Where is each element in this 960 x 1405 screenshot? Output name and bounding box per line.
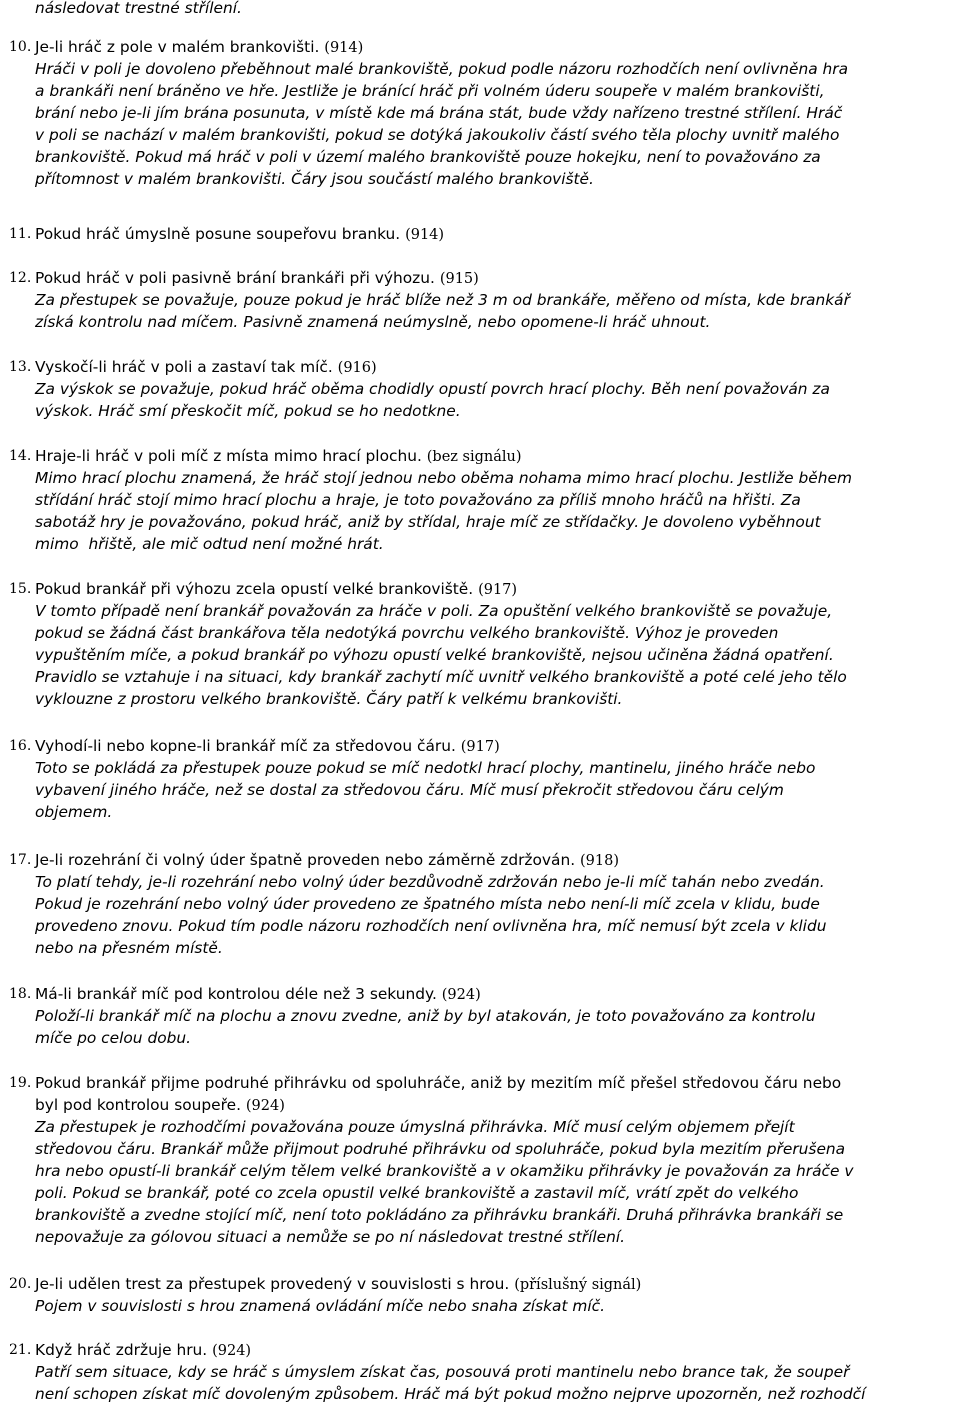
rule-title: Pokud hráč úmyslně posune soupeřovu branku. [35, 225, 401, 243]
explanation-line: míče po celou dobu. [35, 1029, 192, 1047]
explanation-line: Za výskok se považuje, pokud hráč oběma chodidly opustí povrch hrací plochy. Běh není považován za [35, 380, 830, 398]
rule-title: Je-li udělen trest za přestupek provedený v souvislosti s hrou. [35, 1275, 510, 1293]
rule-reference: (917) [478, 582, 518, 598]
rule-heading [35, 1273, 960, 1296]
rule-title: Hraje-li hráč v poli míč z místa mimo hrací plochu. [35, 447, 422, 465]
explanation-line: To platí tehdy, je-li rozehrání nebo volný úder bezdůvodně zdržován nebo je-li míč tahán nebo zvedán. [35, 873, 825, 891]
rule-heading [35, 983, 960, 1006]
rule-explanation [35, 289, 957, 333]
continued-text: následovat trestné střílení. [35, 0, 242, 17]
rule-number: 16. [9, 738, 32, 754]
explanation-line: Mimo hrací plochu znamená, že hráč stojí jednou nebo oběma nohama mimo hrací plochu. Jestliže během [35, 469, 852, 487]
rule-explanation [35, 757, 957, 823]
explanation-line: Pojem v souvislosti s hrou znamená ovládání míče nebo snaha získat míč. [35, 1297, 605, 1315]
rule-title-cont: byl pod kontrolou soupeře. [35, 1096, 241, 1114]
rule-heading [35, 267, 960, 290]
explanation-line: vyklouzne z prostoru velkého brankoviště. Čáry patří k velkému brankovišti. [35, 690, 623, 708]
explanation-line: pokud se žádná část brankářova těla nedotýká povrchu velkého brankoviště. Výhoz je proveden [35, 624, 779, 642]
rule-number: 13. [9, 359, 32, 375]
explanation-line: mimo hřiště, ale mič odtud není možné hrát. [35, 535, 384, 553]
explanation-line: Položí-li brankář míč na plochu a znovu zvedne, aniž by byl atakován, je toto považováno za kontrolu [35, 1007, 816, 1025]
explanation-line: objemem. [35, 803, 113, 821]
explanation-line: Pokud je rozehrání nebo volný úder provedeno ze špatného místa nebo není-li míč zcela v klidu, bude [35, 895, 820, 913]
explanation-line: v poli se nachází v malém brankovišti, pokud se dotýká jakoukoliv částí svého těla plochy uvnitř malého [35, 126, 840, 144]
explanation-line: nebo na přesném místě. [35, 939, 223, 957]
rule-title: Vyskočí-li hráč v poli a zastaví tak míč. [35, 358, 333, 376]
rule-number: 14. [9, 448, 32, 464]
rule-heading [35, 1072, 960, 1094]
explanation-line: střídání hráč stojí mimo hrací plochu a hraje, je toto považováno za příliš mnoho hráčů na hřišti. Za [35, 491, 801, 509]
rule-reference: (924) [245, 1098, 285, 1114]
rule-reference: (917) [460, 739, 500, 755]
rule-title: Pokud hráč v poli pasivně brání brankáři při výhozu. [35, 269, 435, 287]
explanation-line: přítomnost v malém brankovišti. Čáry jsou součástí malého brankoviště. [35, 170, 594, 188]
rule-explanation [35, 871, 957, 959]
rule-title: Pokud brankář při výhozu zcela opustí velké brankoviště. [35, 580, 474, 598]
explanation-line: provedeno znovu. Pokud tím podle názoru rozhodčích není ovlivněna hra, míč nemusí být zcela v klidu [35, 917, 827, 935]
explanation-line: sabotáž hry je považováno, pokud hráč, aniž by střídal, hraje míč ze střídačky. Je dovoleno vyběhnout [35, 513, 821, 531]
explanation-line: výskok. Hráč smí přeskočit míč, pokud se ho nedotkne. [35, 402, 461, 420]
rule-title: Když hráč zdržuje hru. [35, 1341, 208, 1359]
rule-heading [35, 356, 960, 379]
rule-explanation [35, 58, 957, 190]
explanation-line: brání nebo je-li jím brána posunuta, v místě kde má brána stát, bude vždy nařízeno trestné střílení. Hráč [35, 104, 843, 122]
rule-explanation [35, 1295, 957, 1317]
rule-title: Vyhodí-li nebo kopne-li brankář míč za středovou čáru. [35, 737, 456, 755]
rule-title: Pokud brankář přijme podruhé přihrávku od spoluhráče, aniž by mezitím míč přešel středovou čáru nebo [35, 1074, 842, 1092]
rule-heading [35, 735, 960, 758]
explanation-line: brankoviště. Pokud má hráč v poli v území malého brankoviště pouze hokejku, není to považováno za [35, 148, 821, 166]
rule-explanation [35, 467, 957, 555]
rule-heading [35, 223, 960, 246]
rule-title: Je-li rozehrání či volný úder špatně proveden nebo záměrně zdržován. [35, 851, 576, 869]
rule-explanation [35, 1361, 957, 1405]
rule-reference: (bez signálu) [426, 449, 522, 465]
rule-reference: (příslušný signál) [514, 1277, 642, 1293]
rule-number: 21. [9, 1342, 32, 1358]
rule-heading [35, 1339, 960, 1362]
rule-title: Je-li hráč z pole v malém brankovišti. [35, 38, 320, 56]
explanation-line: Toto se pokládá za přestupek pouze pokud se míč nedotkl hrací plochy, mantinelu, jiného hráče nebo [35, 759, 816, 777]
explanation-line: není schopen získat míč dovoleným způsobem. Hráč má být pokud možno nejprve upozorněn, než rozhodčí [35, 1385, 866, 1403]
rule-reference: (918) [580, 853, 620, 869]
explanation-line: získá kontrolu nad míčem. Pasivně znamená neúmyslně, nebo opomene-li hráč uhnout. [35, 313, 711, 331]
explanation-line: Patří sem situace, kdy se hráč s úmyslem získat čas, posouvá proti mantinelu nebo brance tak, že soupeř [35, 1363, 850, 1381]
rule-reference: (914) [405, 227, 445, 243]
rule-number: 20. [9, 1276, 32, 1292]
explanation-line: Pravidlo se vztahuje i na situaci, kdy brankář zachytí míč uvnitř velkého brankoviště a poté celé jeho tělo [35, 668, 847, 686]
rule-number: 18. [9, 986, 32, 1002]
rule-explanation [35, 600, 957, 710]
rule-heading-cont [35, 1094, 960, 1117]
rule-number: 11. [9, 226, 32, 242]
explanation-line: vybavení jiného hráče, než se dostal za středovou čáru. Míč musí překročit středovou čáru celým [35, 781, 784, 799]
rule-explanation [35, 1005, 957, 1049]
rule-title: Má-li brankář míč pod kontrolou déle než 3 sekundy. [35, 985, 437, 1003]
rule-explanation [35, 1116, 957, 1248]
rule-number: 10. [9, 39, 32, 55]
rule-number: 12. [9, 270, 32, 286]
rule-heading [35, 578, 960, 601]
explanation-line: středovou čáru. Brankář může přijmout podruhé přihrávku od spoluhráče, pokud byla mezitím přerušena [35, 1140, 846, 1158]
rule-reference: (915) [439, 271, 479, 287]
explanation-line: hra nebo opustí-li brankář celým tělem velké brankoviště a v okamžiku přihrávky je považován za hráče v [35, 1162, 854, 1180]
explanation-line: vypuštěním míče, a pokud brankář po výhozu opustí velké brankoviště, nejsou učiněna žádná opatření. [35, 646, 834, 664]
explanation-line: a brankáři není bráněno ve hře. Jestliže je bránící hráč při volném úderu soupeře v malém brankovišti, [35, 82, 825, 100]
explanation-line: Za přestupek se považuje, pouze pokud je hráč blíže než 3 m od brankáře, měřeno od místa, kde brankář [35, 291, 850, 309]
rule-number: 17. [9, 852, 32, 868]
rule-heading [35, 445, 960, 468]
explanation-line: V tomto případě není brankář považován za hráče v poli. Za opuštění velkého brankoviště se považuje, [35, 602, 833, 620]
rule-heading [35, 849, 960, 872]
explanation-line: nepovažuje za gólovou situaci a nemůže se po ní následovat trestné střílení. [35, 1228, 626, 1246]
rule-reference: (924) [212, 1343, 252, 1359]
rule-explanation [35, 378, 957, 422]
explanation-line: poli. Pokud se brankář, poté co zcela opustil velké brankoviště a zastavil míč, vrátí zpět do velkého [35, 1184, 799, 1202]
rule-reference: (924) [441, 987, 481, 1003]
rule-reference: (914) [324, 40, 364, 56]
rule-number: 19. [9, 1075, 32, 1091]
rule-heading [35, 36, 960, 59]
explanation-line: brankoviště a zvedne stojící míč, není toto pokládáno za přihrávku brankáři. Druhá přihrávka brankáři se [35, 1206, 844, 1224]
explanation-line: Za přestupek je rozhodčími považována pouze úmyslná přihrávka. Míč musí celým objemem přejít [35, 1118, 795, 1136]
rule-reference: (916) [337, 360, 377, 376]
rule-number: 15. [9, 581, 32, 597]
explanation-line: Hráči v poli je dovoleno přeběhnout malé brankoviště, pokud podle názoru rozhodčích není ovlivněna hra [35, 60, 849, 78]
